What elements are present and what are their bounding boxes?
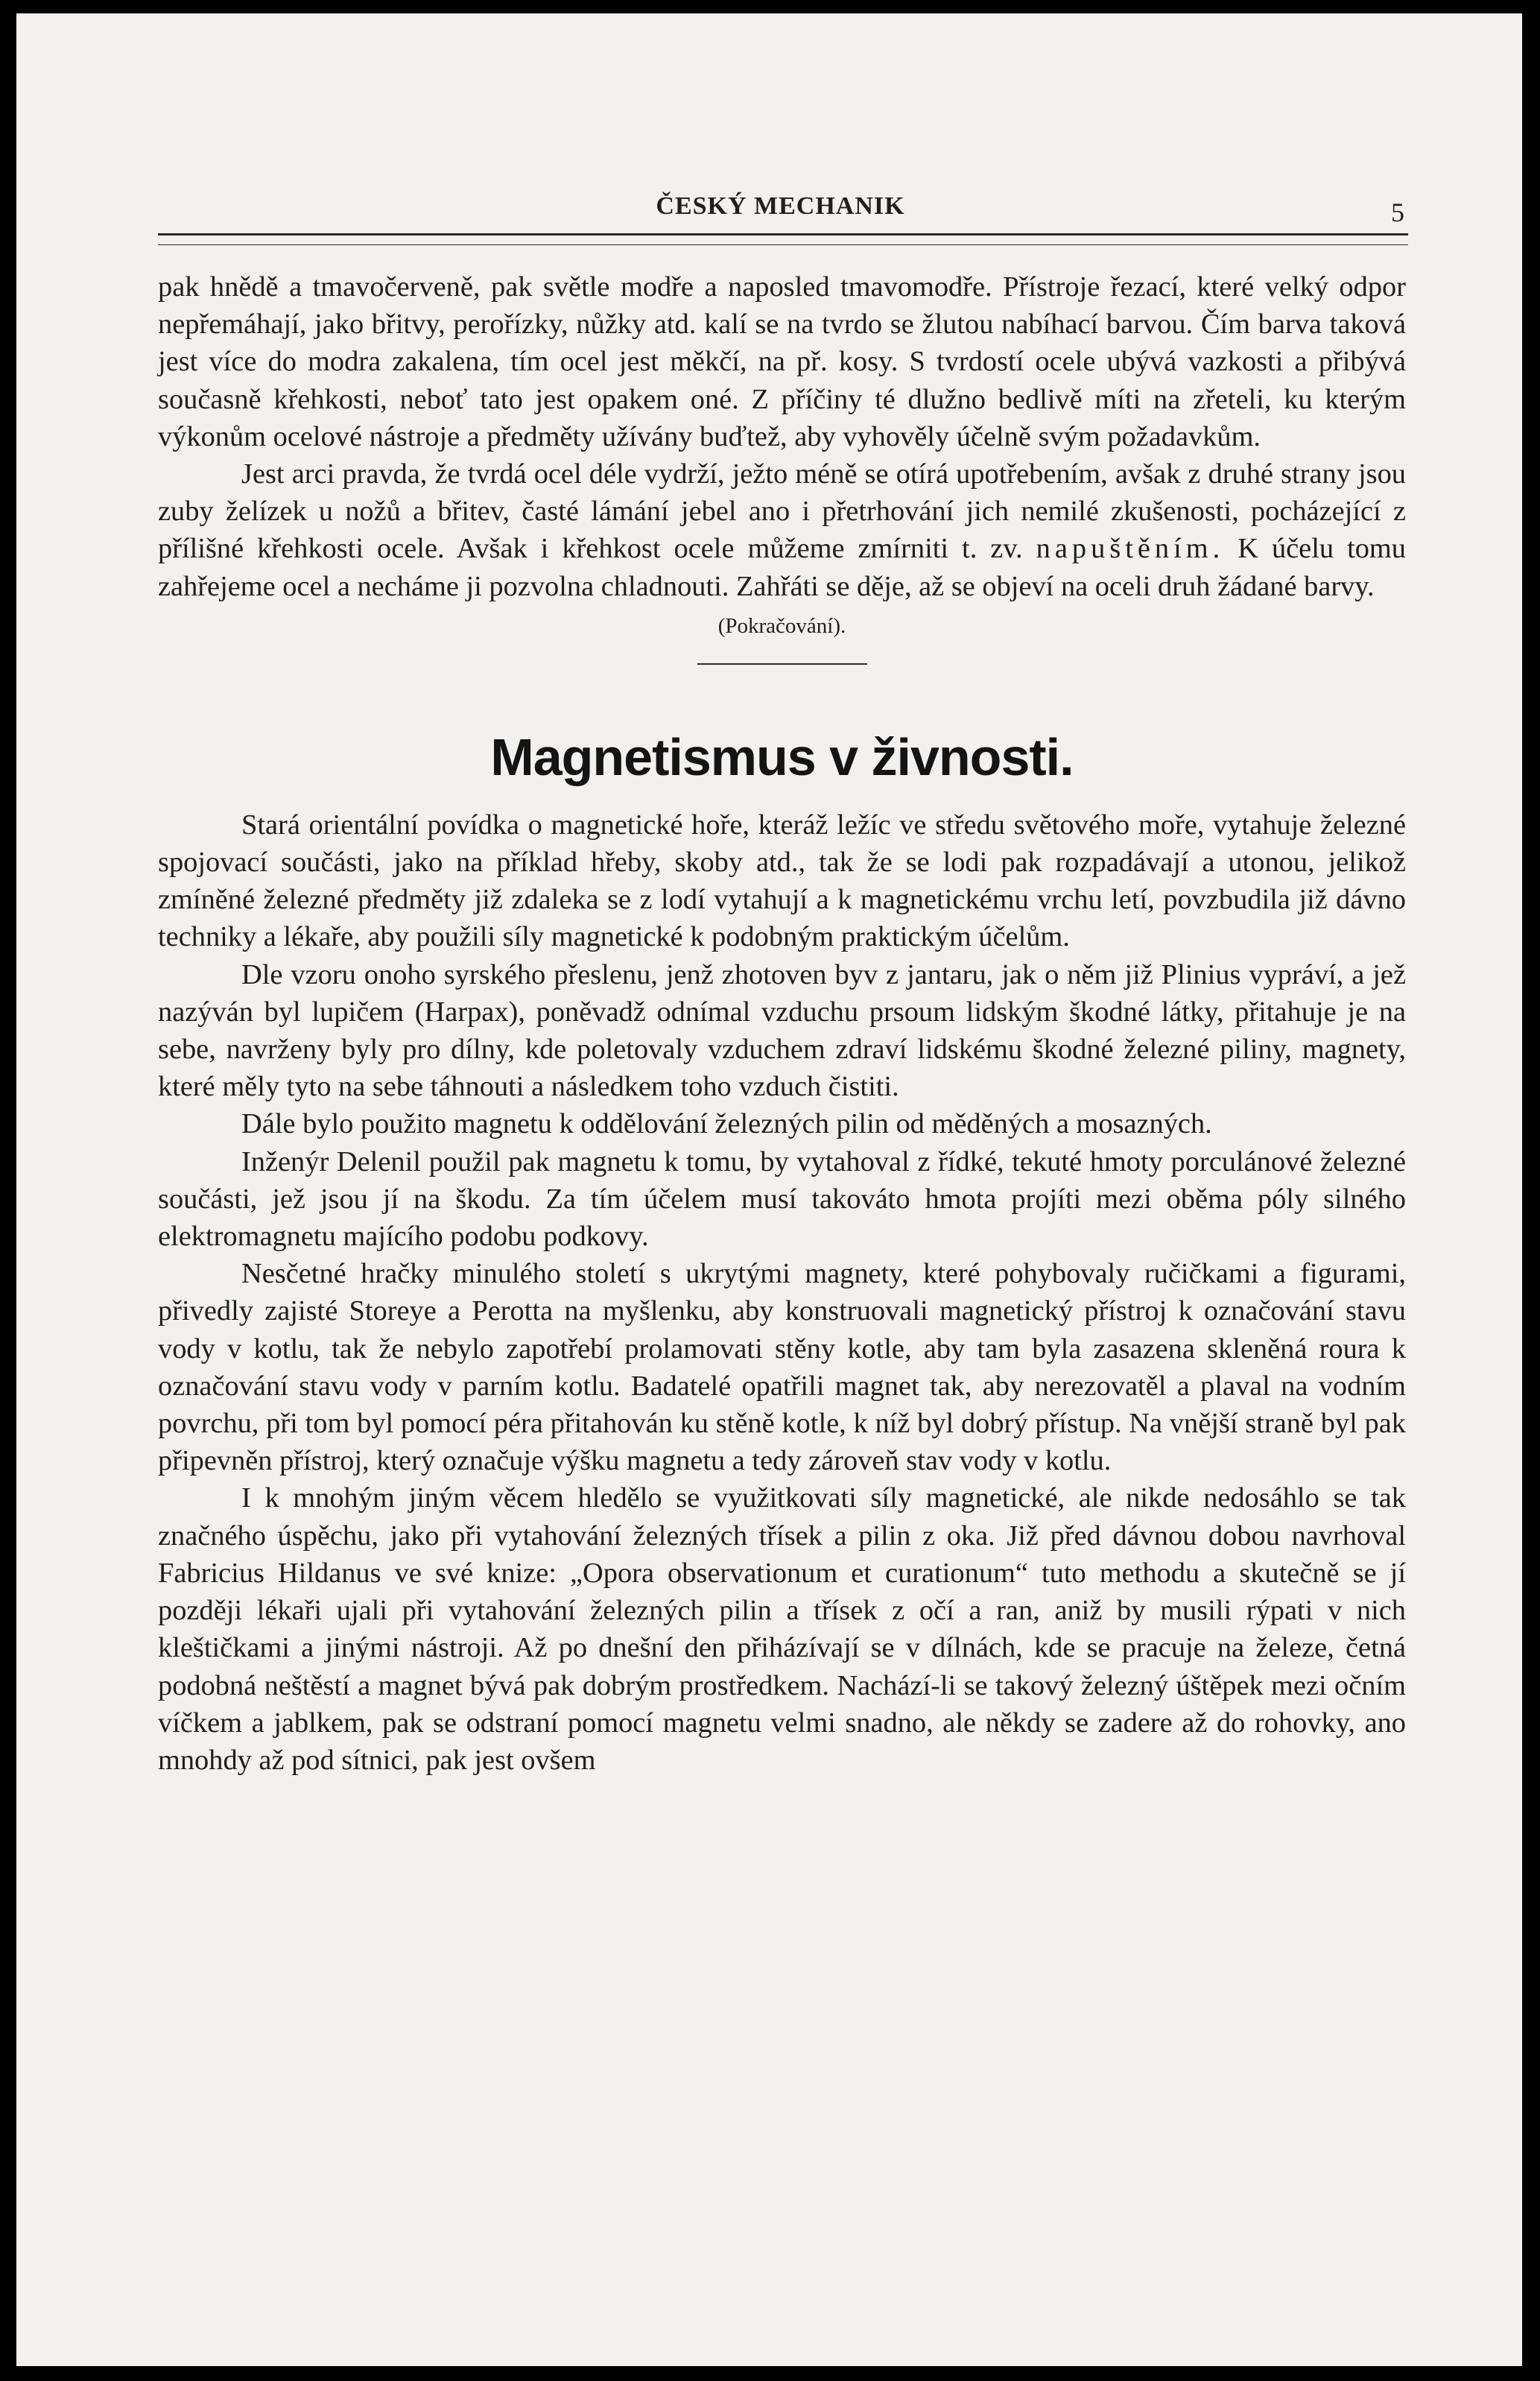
section-divider [697,663,867,665]
page-header [156,192,1404,237]
paragraph-text: K účelu tomu zahřejeme ocel a necháme ji pozvolna chladnouti. Zahřáti se děje, až se objeví na oceli druh žádané barvy. [158,533,1406,602]
article-title: Magnetismus v živnosti. [490,727,1074,786]
article-paragraph: I k mnohým jiným věcem hledělo se využitkovati síly magnetické, ale nikde nedosáhlo se tak značného úspěchu, jako při vytahování železných třísek a pilin z oka. Již před dávnou dobou navrhoval Fabricius Hildanus ve své knize: „Opora observationum et curationum“ tuto methodu a skutečně se jí později lékaři ujali při vytahování železných pilin a třísek z očí a ran, aniž by musili rýpati v nich kleštičkami a jinými nástroji. Až po dnešní den přiházívají se v dílnách, kde se pracuje na železe, četná podobná neštěstí a magnet bývá pak dobrým prostředkem. Nachází-li se takový železný úštěpek mezi očním víčkem a jablkem, pak se odstraní pomocí magnetu velmi snadno, ale někdy se zadere až do rohovky, ano mnohdy až pod sítnici, pak jest ovšem [158,1482,1406,1776]
paragraph-text: Jest arci pravda, že tvrdá ocel déle vydrží, ježto méně se otírá upotřebením, avšak z druhé strany jsou zuby želízek u nožů a břitev, časté lámání jebel ano i přetrhování jich nemilé zkušenosti, pocházející z přílišné křehkosti ocele. Avšak i křehkost ocele můžeme zmírniti t. zv. [158,458,1406,565]
page-number: 5 [1391,197,1404,227]
paragraph-tempering [158,455,1406,605]
emphasized-term: napuštěním. [1036,533,1225,565]
continued-note: (Pokračování). [717,613,846,638]
header-rule [158,233,1408,245]
article-paragraph: Dle vzoru onoho syrského přeslenu, jenž zhotoven byv z jantaru, jak o něm již Plinius vypráví, a jež nazýván byl lupičem (Harpax), poněvadž odnímal vzduchu prsoum lidským škodné látky, přitahuje je na sebe, navrženy byly pro dílny, kde poletovaly vzduchem zdraví lidskému škodné železné piliny, magnety, které měly tyto na sebe táhnouti a následkem toho vzduch čistiti. [158,958,1406,1103]
page-content [158,268,1406,1779]
article-paragraph: Stará orientální povídka o magnetické hoře, kteráž ležíc ve středu světového moře, vytahuje železné spojovací součásti, jako na příklad hřeby, skoby atd., tak že se lodi pak rozpadávají a utonou, jelikož zmíněné železné předměty již zdaleka se z lodí vytahují a k magnetickému vrchu letí, povzbudila již dávno techniky a lékaře, aby použili síly magnetické k podobným praktickým účelům. [158,809,1406,953]
article-paragraph: Inženýr Delenil použil pak magnetu k tomu, by vytahoval z řídké, tekuté hmoty porculánové železné součásti, jež jsou jí na škodu. Za tím účelem musí takováto hmota projíti mezi oběma póly silného elektromagnetu majícího podobu podkovy. [158,1145,1406,1253]
article-paragraph: Nesčetné hračky minulého století s ukrytými magnety, které pohybovaly ručičkami a figurami, přivedly zajisté Storeye a Perotta na myšlenku, aby konstruovali magnetický přístroj k označování stavu vody v kotlu, tak že nebylo zapotřebí prolamovati stěny kotle, aby tam byla zasazena skleněná roura k označování stavu vody v parním kotlu. Badatelé opatřili magnet tak, aby nerezovatěl a plaval na vodním povrchu, při tom byl pomocí péra přitahován ku stěně kotle, k níž byl dobrý přístup. Na vnější straně byl pak připevněn přístroj, který označuje výšku magnetu a tedy zároveň stav vody v kotlu. [158,1258,1406,1477]
document-page [16,13,1522,2366]
paragraph-continuation: pak hnědě a tmavočerveně, pak světle modře a naposled tmavomodře. Přístroje řezací, které velký odpor nepřemáhají, jako břitvy, perořízky, nůžky atd. kalí se na tvrdo se žlutou nabíhací barvou. Čím barva taková jest více do modra zakalena, tím ocel jest měkčí, na př. kosy. S tvrdostí ocele ubývá vazkosti a přibývá současně křehkosti, neboť tato jest opakem oné. Z příčiny té dlužno bedlivě míti na zřeteli, ku kterým výkonům ocelové nástroje a předměty užívány buďtež, aby vyhověly účelně svým požadavkům. [158,271,1406,452]
running-head: ČESKÝ MECHANIK [656,192,905,220]
article-paragraph: Dále bylo použito magnetu k oddělování železných pilin od měděných a mosazných. [241,1108,1212,1140]
